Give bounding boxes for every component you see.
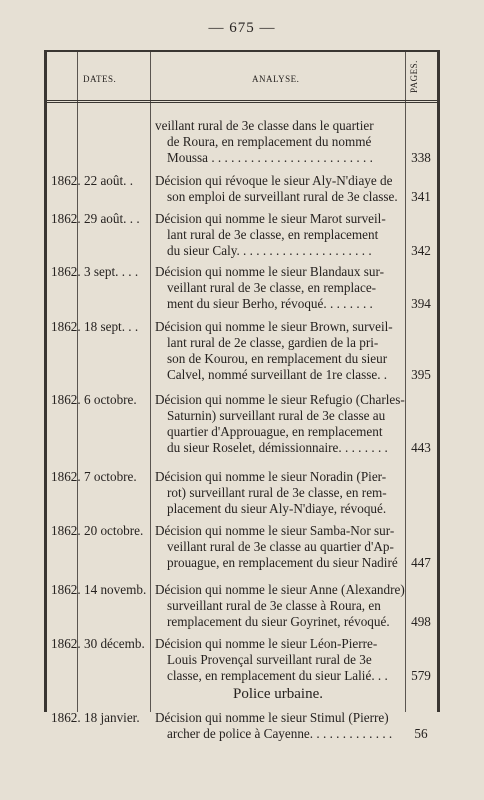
page-number: — 675 — [208, 20, 276, 36]
entry-date: 1862. 18 janvier. [51, 710, 140, 725]
section-title: Police urbaine. [233, 686, 323, 702]
analysis-line: lant rural de 3e classe, en remplacement [167, 227, 379, 242]
analysis-line: Décision qui nomme le sieur Blandaux sur- [155, 264, 385, 279]
entry-analysis [155, 392, 405, 456]
analysis-line: Décision qui nomme le sieur Léon-Pierre- [155, 636, 378, 651]
entry-page: 395 [411, 367, 431, 382]
entry-analysis [155, 469, 401, 517]
entry-page: 338 [411, 150, 431, 165]
header-analyse: ANALYSE. [252, 74, 300, 84]
analysis-line: ment du sieur Berho, révoqué. . . . . . . . [167, 296, 373, 311]
entry-analysis [155, 211, 401, 259]
entry-date: 1862. 6 octobre. [51, 392, 137, 407]
entry-page: 443 [411, 440, 431, 455]
analysis-line: Décision qui nomme le sieur Noradin (Pier- [155, 469, 387, 484]
header-pages: PAGES. [409, 60, 419, 94]
analysis-line: prouague, en remplacement du sieur Nadiré [167, 555, 398, 570]
entry-page: 394 [411, 296, 431, 311]
index-table [44, 50, 440, 741]
entry-analysis [155, 319, 401, 383]
analysis-line: veillant rural de 3e classe au quartier d'Ap- [167, 539, 394, 554]
analysis-line: Moussa . . . . . . . . . . . . . . . . . . . . . . . . . [167, 150, 373, 165]
analysis-line: Décision qui nomme le sieur Anne (Alexandre) [155, 582, 405, 597]
entry-analysis [155, 118, 401, 166]
analysis-line: Décision qui révoque le sieur Aly-N'diaye de [155, 173, 393, 188]
column-rule [77, 52, 78, 712]
entry-page: 579 [411, 668, 431, 683]
analysis-line: placement du sieur Aly-N'diaye, révoqué. [167, 501, 387, 516]
analysis-line: Saturnin) surveillant rural de 3e classe au [167, 408, 386, 423]
entry-date: 1862. 30 décemb. [51, 636, 145, 651]
entry-date: 1862. 14 novemb. [51, 582, 147, 597]
entry-analysis [155, 173, 401, 205]
entry-date: 1862. 18 sept. . . [51, 319, 139, 334]
entry-date: 1862. 7 octobre. [51, 469, 137, 484]
analysis-line: de Roura, en remplacement du nommé [167, 134, 372, 149]
entry-page: 341 [411, 189, 431, 204]
analysis-line: rot) surveillant rural de 3e classe, en rem- [167, 485, 387, 500]
analysis-line: Calvel, nommé surveillant de 1re classe. . [167, 367, 388, 382]
analysis-line: Décision qui nomme le sieur Refugio (Charles- [155, 392, 405, 407]
analysis-line: surveillant rural de 3e classe à Roura, en [167, 598, 381, 613]
analysis-line: archer de police à Cayenne. . . . . . . . . . . . . [167, 726, 393, 741]
entry-page: 342 [411, 243, 431, 258]
column-rule [150, 52, 151, 712]
analysis-line: lant rural de 2e classe, gardien de la pri- [167, 335, 379, 350]
analysis-line: Décision qui nomme le sieur Stimul (Pierre) [155, 710, 389, 725]
analysis-line: Décision qui nomme le sieur Brown, surveil- [155, 319, 393, 334]
analysis-line: Décision qui nomme le sieur Marot surveil- [155, 211, 386, 226]
entry-analysis [155, 636, 401, 684]
entry-date: 1862. 3 sept. . . . [51, 264, 139, 279]
analysis-line: veillant rural de 3e classe dans le quartier [155, 118, 374, 133]
analysis-line: remplacement du sieur Goyrinet, révoqué. [167, 614, 390, 629]
entry-page: 447 [411, 555, 431, 570]
table-header [47, 52, 437, 103]
entry-analysis [155, 710, 401, 742]
entry-analysis [155, 523, 401, 571]
entry-analysis [155, 264, 401, 312]
analysis-line: classe, en remplacement du sieur Lalié. . . [167, 668, 388, 683]
analysis-line: quartier d'Approuague, en remplacement [167, 424, 383, 439]
analysis-line: veillant rural de 3e classe, en remplace- [167, 280, 377, 295]
analysis-line: son de Kourou, en remplacement du sieur [167, 351, 388, 366]
analysis-line: Louis Provençal surveillant rural de 3e [167, 652, 372, 667]
analysis-line: Décision qui nomme le sieur Samba-Nor sur- [155, 523, 395, 538]
entry-date: 1862. 20 octobre. [51, 523, 144, 538]
entry-date: 1862. 29 août. . . [51, 211, 140, 226]
entry-analysis [155, 582, 405, 630]
entry-page: 498 [411, 614, 431, 629]
header-dates: DATES. [83, 74, 117, 84]
analysis-line: son emploi de surveillant rural de 3e classe. [167, 189, 398, 204]
analysis-line: du sieur Roselet, démissionnaire. . . . . . . . [167, 440, 388, 455]
analysis-line: du sieur Caly. . . . . . . . . . . . . . . . . . . . . [167, 243, 372, 258]
entry-page: 56 [414, 726, 428, 741]
entry-date: 1862. 22 août. . [51, 173, 134, 188]
